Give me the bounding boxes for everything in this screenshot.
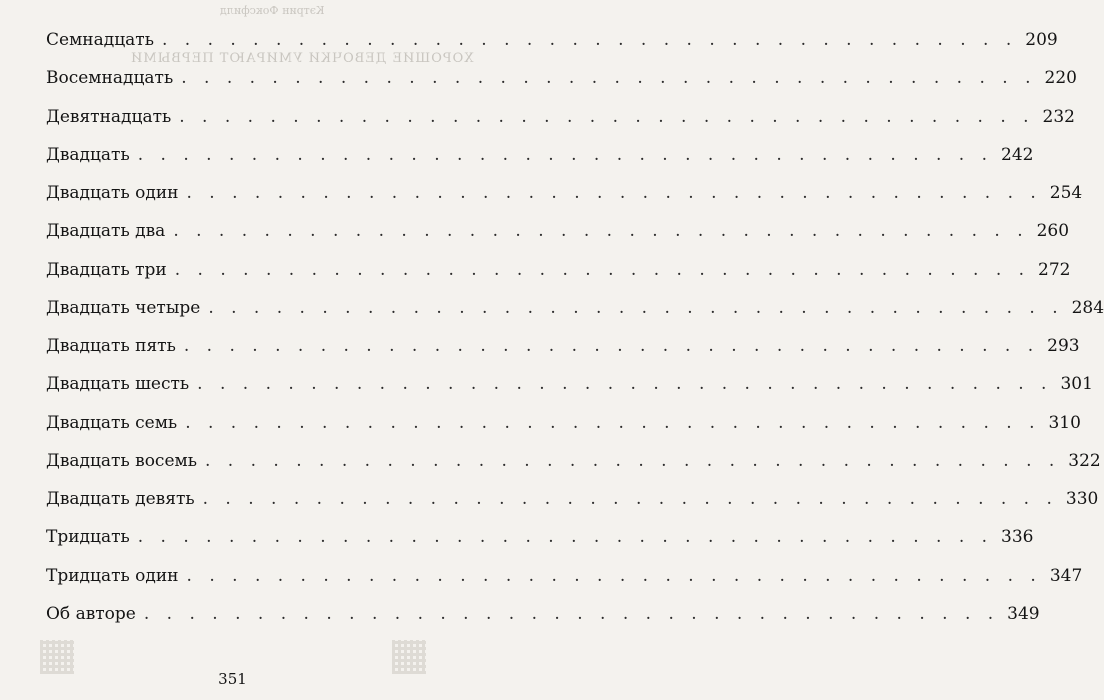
toc-entry-title: Девятнадцать: [46, 106, 172, 127]
toc-leader-dots: . . . . . . . . . . . . . . . . . . . . . . . . . . . . . . . . . . . . . .: [205, 450, 1061, 471]
toc-entry-page: 301: [1060, 374, 1093, 395]
toc-entry-page: 242: [1001, 144, 1034, 165]
toc-leader-dots: . . . . . . . . . . . . . . . . . . . . . . . . . . . . . . . . . . . . . .: [185, 412, 1041, 433]
toc-entry-title: Двадцать шесть: [46, 374, 190, 395]
toc-leader-dots: . . . . . . . . . . . . . . . . . . . . . . . . . . . . . . . . . . . . . .: [181, 68, 1037, 89]
toc-entry-title: Семнадцать: [46, 30, 154, 50]
toc-entry-title: Двадцать: [46, 144, 130, 165]
bleed-through-qr-left: [40, 640, 74, 674]
toc-leader-dots: . . . . . . . . . . . . . . . . . . . . . . . . . . . . . . . . . . . . . .: [186, 183, 1042, 203]
bleed-through-title: ХОРОШИЕ ДЕВОЧКИ УМИРАЮТ ПЕРВЫМИ: [130, 51, 474, 66]
toc-leader-dots: . . . . . . . . . . . . . . . . . . . . . . . . . . . . . . . . . . . . . .: [197, 374, 1053, 395]
toc-entry-page: 260: [1036, 221, 1070, 242]
toc-entry-page: 209: [1025, 30, 1058, 50]
bleed-through-author: Кэтрин Фоксфилд: [220, 4, 325, 17]
toc-entry-title: Двадцать восемь: [46, 450, 197, 471]
toc-entry-title: Двадцать четыре: [46, 297, 201, 318]
toc-leader-dots: . . . . . . . . . . . . . . . . . . . . . . . . . . . . . . . . . . . . . .: [179, 106, 1035, 127]
toc-entry-title: Двадцать девять: [46, 489, 195, 509]
toc-entry-title: Двадцать семь: [46, 412, 178, 433]
toc-leader-dots: . . . . . . . . . . . . . . . . . . . . . . . . . . . . . . . . . . . . . .: [173, 221, 1029, 242]
toc-entry: [46, 27, 1058, 53]
toc-entry-page: 322: [1068, 450, 1101, 471]
toc-entry-title: Двадцать два: [46, 221, 166, 242]
toc-entry-page: 349: [1007, 603, 1040, 624]
toc-leader-dots: . . . . . . . . . . . . . . . . . . . . . . . . . . . . . . . . . . . . . .: [137, 527, 994, 548]
toc-leader-dots: . . . . . . . . . . . . . . . . . . . . . . . . . . . . . . . . . . . . . .: [202, 489, 1058, 509]
toc-leader-dots: . . . . . . . . . . . . . . . . . . . . . . . . . . . . . . . . . . . . . .: [208, 297, 1064, 318]
toc-entry: [46, 257, 1071, 283]
toc-entry-page: 232: [1042, 106, 1075, 127]
toc-entry: [46, 601, 1040, 627]
toc-entry-page: 330: [1065, 489, 1099, 509]
toc-entry-page: 272: [1038, 259, 1071, 280]
toc-entry: [46, 218, 1070, 244]
toc-entry: [46, 448, 1101, 474]
toc-entry-title: Об авторе: [46, 603, 136, 624]
toc-leader-dots: . . . . . . . . . . . . . . . . . . . . . . . . . . . . . . . . . . . . . .: [174, 259, 1031, 280]
page-number: 351: [218, 670, 247, 688]
toc-entry: [46, 295, 1104, 321]
toc-entry-page: 310: [1048, 412, 1081, 433]
toc-entry: [46, 180, 1083, 206]
toc-entry-title: Тридцать один: [46, 565, 179, 586]
toc-entry: [46, 371, 1093, 397]
toc-entry: [46, 524, 1034, 550]
toc-leader-dots: . . . . . . . . . . . . . . . . . . . . . . . . . . . . . . . . . . . . . .: [161, 30, 1018, 50]
toc-entry-title: Восемнадцать: [46, 68, 174, 89]
toc-entry: [46, 333, 1080, 359]
toc-entry-page: 293: [1047, 336, 1080, 356]
toc-entry-page: 254: [1049, 183, 1083, 203]
toc-entry-title: Тридцать: [46, 527, 130, 548]
toc-entry: [46, 65, 1077, 91]
bleed-through-qr-right: [392, 640, 426, 674]
toc-entry-page: 347: [1049, 565, 1083, 586]
toc-entry: [46, 486, 1099, 512]
toc-entry-page: 220: [1044, 68, 1077, 89]
toc-leader-dots: . . . . . . . . . . . . . . . . . . . . . . . . . . . . . . . . . . . . . .: [143, 603, 1000, 624]
toc-entry-page: 336: [1001, 527, 1034, 548]
toc-entry: [46, 104, 1075, 130]
toc-leader-dots: . . . . . . . . . . . . . . . . . . . . . . . . . . . . . . . . . . . . . .: [186, 565, 1042, 586]
toc-entry: [46, 563, 1083, 589]
toc-entry-page: 284: [1071, 297, 1104, 318]
toc-entry: [46, 410, 1081, 436]
toc-entry-title: Двадцать пять: [46, 336, 176, 356]
toc-entry: [46, 142, 1034, 168]
toc-leader-dots: . . . . . . . . . . . . . . . . . . . . . . . . . . . . . . . . . . . . . .: [183, 336, 1040, 356]
toc-entry-title: Двадцать один: [46, 183, 179, 203]
toc-leader-dots: . . . . . . . . . . . . . . . . . . . . . . . . . . . . . . . . . . . . . .: [137, 144, 994, 165]
toc-entry-title: Двадцать три: [46, 259, 167, 280]
